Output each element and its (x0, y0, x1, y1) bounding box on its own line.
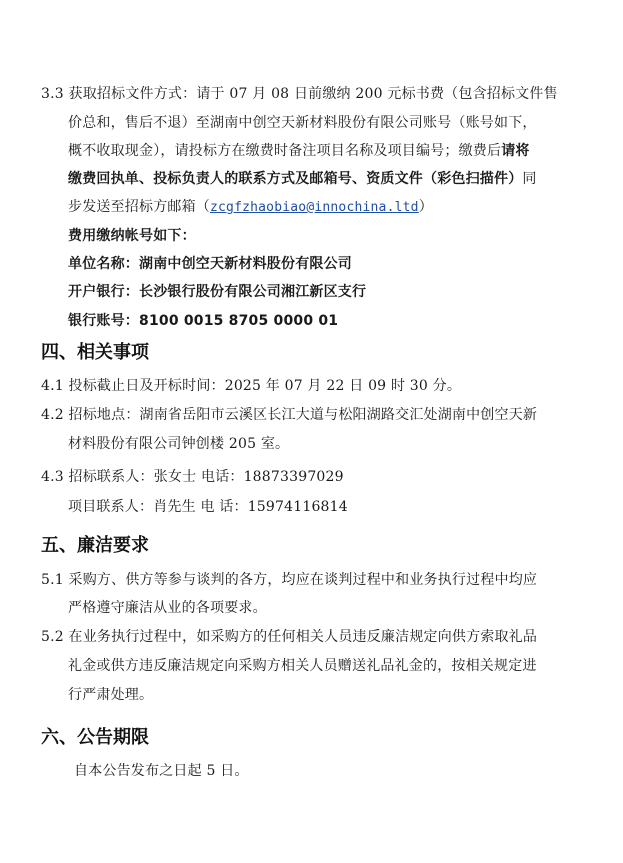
bank-account: 银行账号：8100 0015 8705 0000 01 (68, 313, 339, 329)
para-3-3-line-3-bold: 请将 (501, 143, 530, 159)
para-4-1: 4.1 投标截止日及开标时间：2025 年 07 月 22 日 09 时 30 分。 (41, 378, 462, 394)
section-6-heading: 六、公告期限 (41, 727, 149, 748)
para-3-3-line-3-text: 概不收取现金），请投标方在缴费时备注项目名称及项目编号；缴费后 (68, 143, 502, 159)
para-5-2-line-3: 行严肃处理。 (68, 687, 154, 703)
para-3-3-line-4 (68, 169, 537, 189)
para-3-3-line-5 (68, 197, 433, 218)
para-4-3-line-2: 项目联系人：肖先生 电 话：15974116814 (68, 499, 348, 515)
para-5-1-line-1: 5.1 采购方、供方等参与谈判的各方，均应在谈判过程中和业务执行过程中均应 (41, 572, 538, 588)
para-4-2-line-2: 材料股份有限公司钟创楼 205 室。 (68, 436, 290, 452)
para-4-2-line-1: 4.2 招标地点：湖南省岳阳市云溪区长江大道与松阳湖路交汇处湖南中创空天新 (41, 407, 538, 423)
para-6-1: 自本公告发布之日起 5 日。 (74, 763, 249, 779)
email-link[interactable]: zcgfzhaobiao@innochina.ltd (210, 200, 419, 215)
para-5-2-line-2: 礼金或供方违反廉洁规定向采购方相关人员赠送礼品礼金的，按相关规定进 (68, 658, 537, 674)
para-3-3-line-5-text: 步发送至招标方邮箱（ (68, 199, 210, 215)
para-3-3-line-3 (68, 141, 530, 161)
section-4-heading: 四、相关事项 (41, 342, 149, 363)
para-3-3-line-4-bold: 缴费回执单、投标负责人的联系方式及邮箱号、资质文件（彩色扫描件） (68, 171, 523, 187)
fee-account-title: 费用缴纳帐号如下： (68, 228, 196, 244)
para-3-3-line-2: 价总和，售后不退）至湖南中创空天新材料股份有限公司账号（账号如下， (68, 115, 537, 131)
section-5-heading: 五、廉洁要求 (41, 535, 149, 556)
para-4-3-line-1: 4.3 招标联系人：张女士 电话：18873397029 (41, 469, 344, 485)
para-5-2-line-1: 5.2 在业务执行过程中，如采购方的任何相关人员违反廉洁规定向供方索取礼品 (41, 629, 538, 645)
para-3-3-line-5-close: ） (418, 199, 433, 215)
para-3-3-line-4-text: 同 (522, 171, 537, 187)
bank-name: 开户银行：长沙银行股份有限公司湘江新区支行 (68, 284, 367, 300)
unit-name: 单位名称：湖南中创空天新材料股份有限公司 (68, 256, 352, 272)
para-5-1-line-2: 严格遵守廉洁从业的各项要求。 (68, 600, 267, 616)
para-3-3-line-1: 3.3 获取招标文件方式：请于 07 月 08 日前缴纳 200 元标书费（包含招标文件售 (41, 86, 558, 102)
